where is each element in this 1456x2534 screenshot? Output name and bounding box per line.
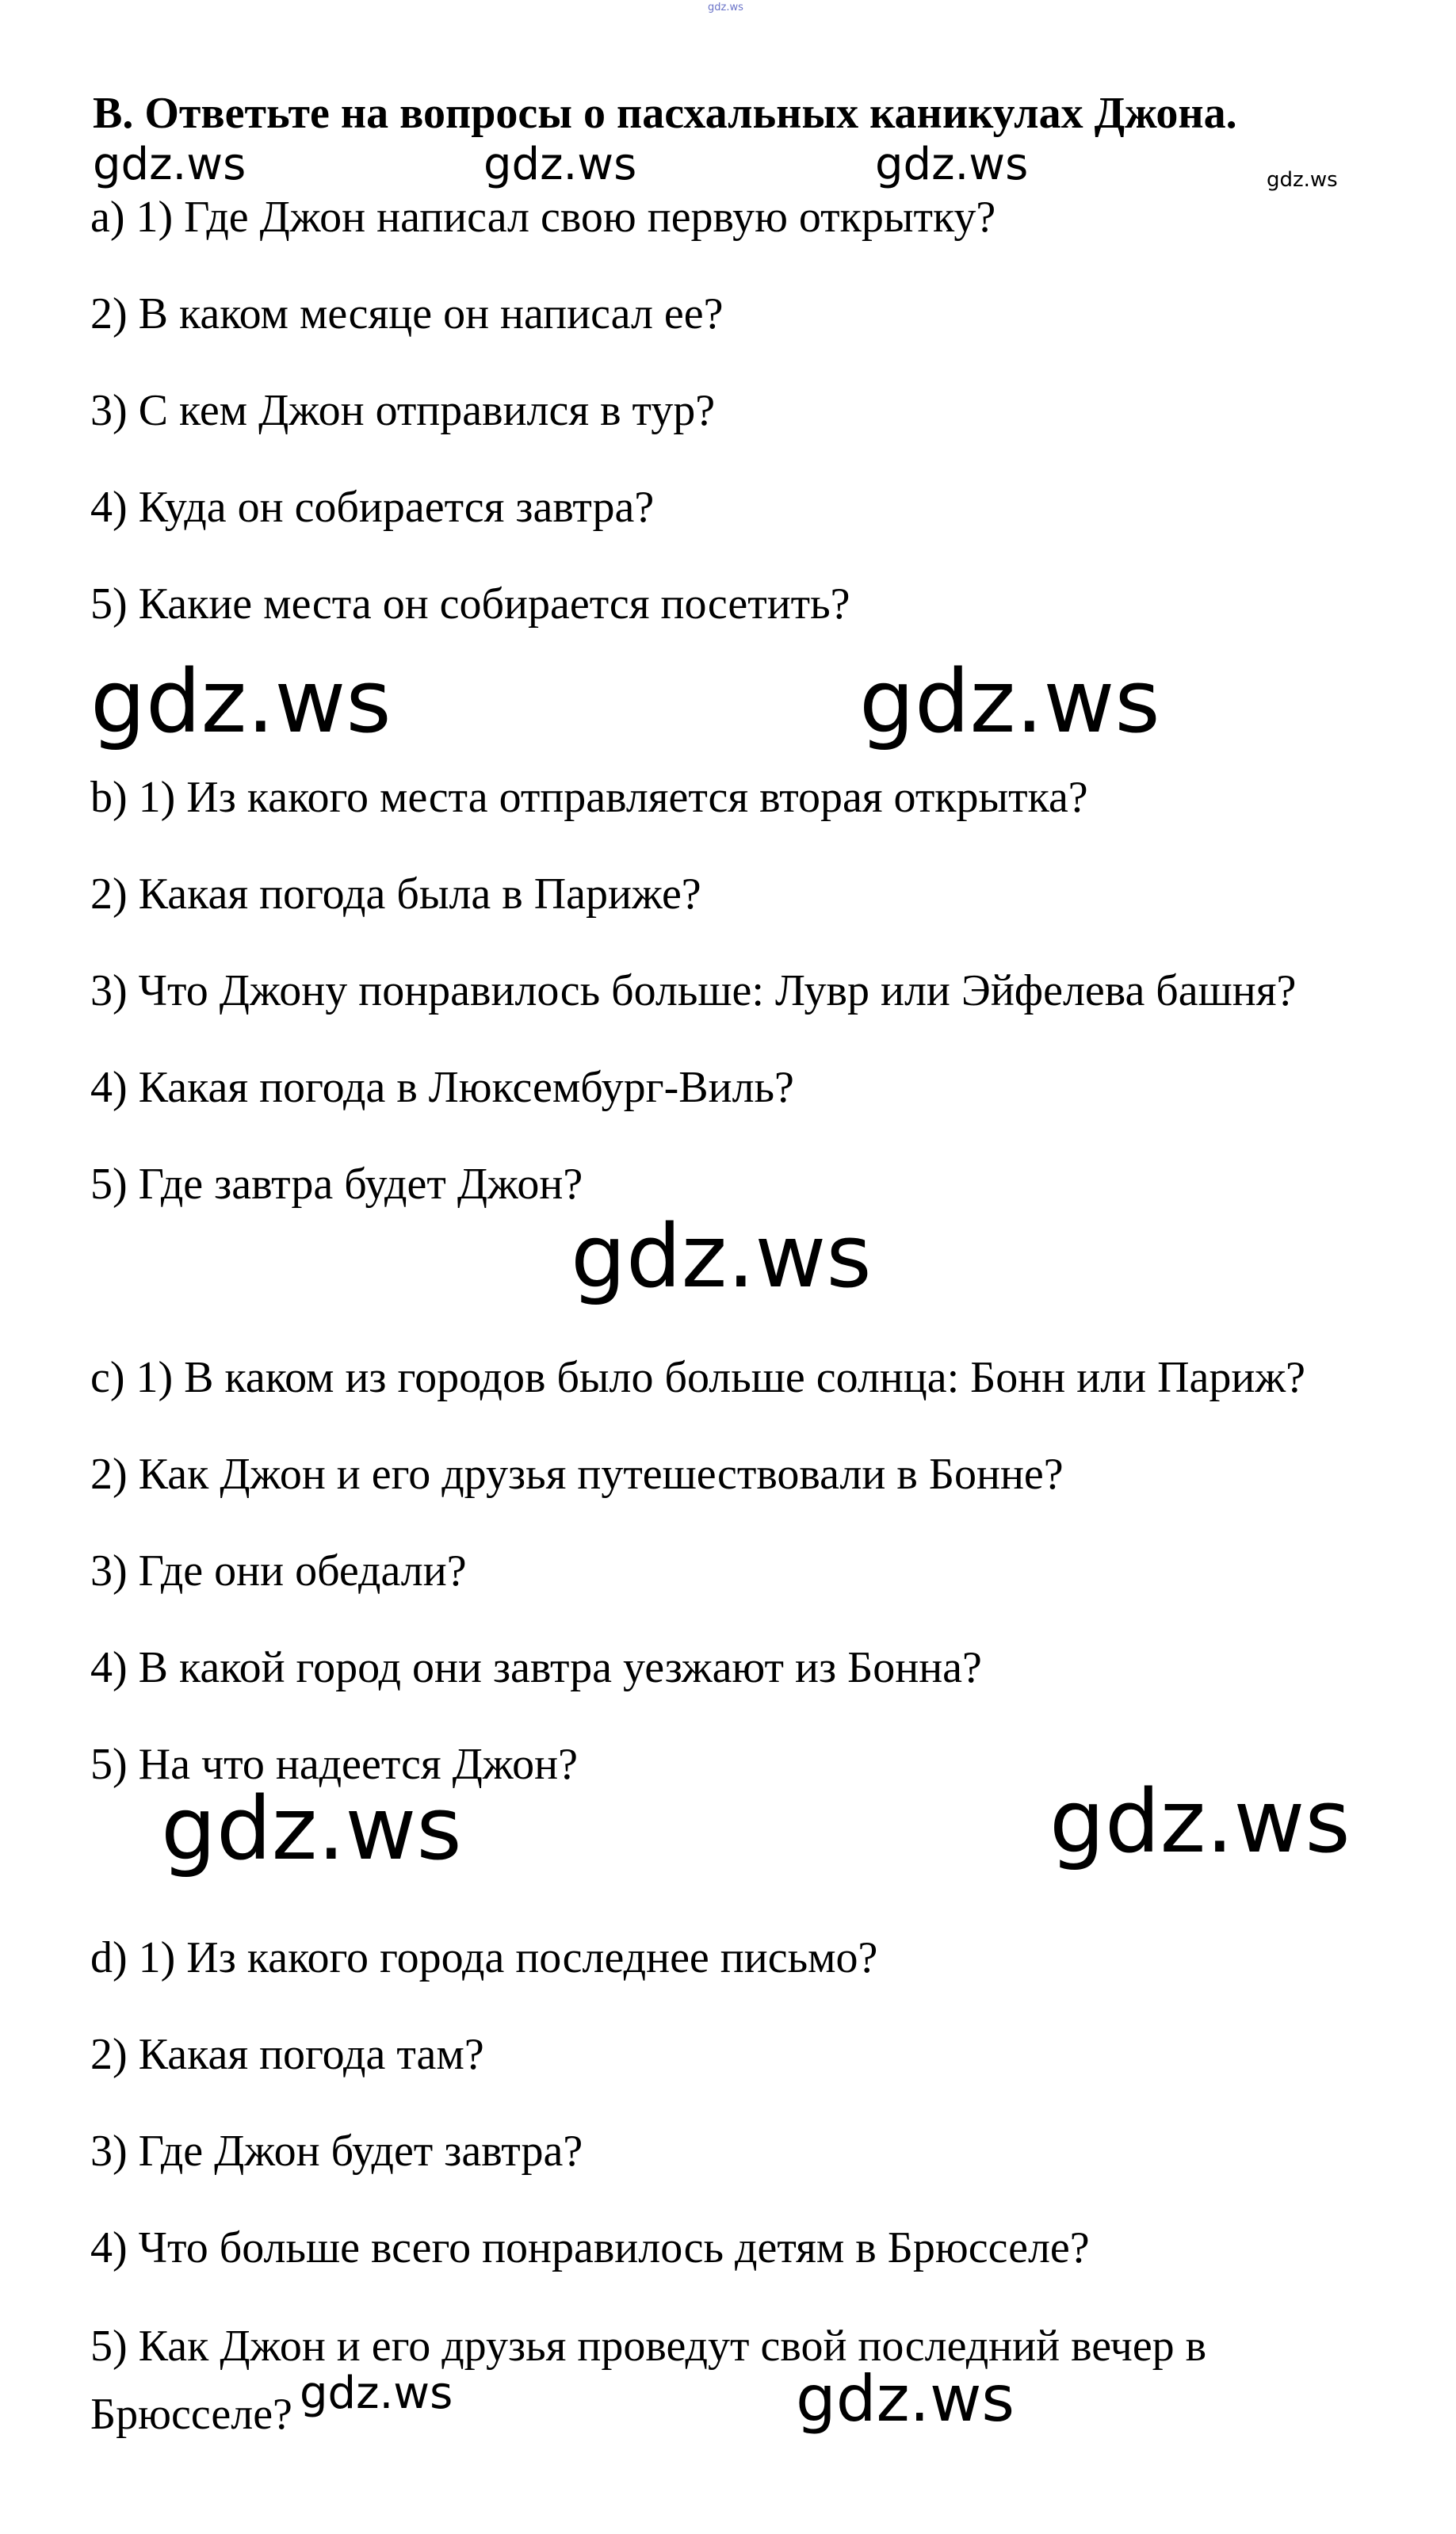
question-c5: 5) На что надеется Джон? (90, 1740, 578, 1789)
question-a4: 4) Куда он собирается завтра? (90, 483, 655, 532)
watermark: gdz.ws (796, 2362, 1015, 2436)
question-a2: 2) В каком месяце он написал ее? (90, 289, 724, 338)
question-c3: 3) Где они обедали? (90, 1546, 467, 1596)
question-b2: 2) Какая погода была в Париже? (90, 870, 701, 919)
watermark: gdz.ws (300, 2368, 453, 2419)
question-d1: d) 1) Из какого города последнее письмо? (90, 1933, 878, 1982)
watermark: gdz.ws (161, 1778, 462, 1879)
watermark: gdz.ws (875, 139, 1029, 190)
question-a3: 3) С кем Джон отправился в тур? (90, 386, 716, 435)
question-c4: 4) В какой город они завтра уезжают из Бонна? (90, 1643, 982, 1692)
question-b3: 3) Что Джону понравилось больше: Лувр или Эйфелева башня? (90, 966, 1297, 1015)
question-d2: 2) Какая погода там? (90, 2030, 484, 2079)
watermark: gdz.ws (708, 2, 743, 13)
watermark: gdz.ws (1049, 1771, 1351, 1872)
question-a1: а) 1) Где Джон написал свою первую открытку? (90, 193, 996, 242)
question-c1: с) 1) В каком из городов было больше солнца: Бонн или Париж? (90, 1353, 1305, 1402)
watermark: gdz.ws (93, 139, 246, 190)
watermark: gdz.ws (1267, 168, 1338, 192)
question-b1: b) 1) Из какого места отправляется вторая открытка? (90, 773, 1088, 822)
question-d3: 3) Где Джон будет завтра? (90, 2127, 583, 2176)
question-c2: 2) Как Джон и его друзья путешествовали в Бонне? (90, 1450, 1064, 1499)
question-a5: 5) Какие места он собирается посетить? (90, 579, 850, 629)
watermark: gdz.ws (571, 1206, 872, 1307)
watermark: gdz.ws (859, 651, 1160, 752)
question-d5: 5) Как Джон и его друзья проведут свой последний вечер в Брюсселе? (90, 2322, 1207, 2439)
question-b5: 5) Где завтра будет Джон? (90, 1160, 583, 1209)
watermark: gdz.ws (483, 139, 637, 190)
watermark: gdz.ws (90, 651, 392, 752)
question-b4: 4) Какая погода в Люксембург-Виль? (90, 1063, 794, 1112)
exercise-heading: B. Ответьте на вопросы о пасхальных каникулах Джона. (93, 89, 1237, 138)
question-d4: 4) Что больше всего понравилось детям в Брюсселе? (90, 2223, 1090, 2272)
